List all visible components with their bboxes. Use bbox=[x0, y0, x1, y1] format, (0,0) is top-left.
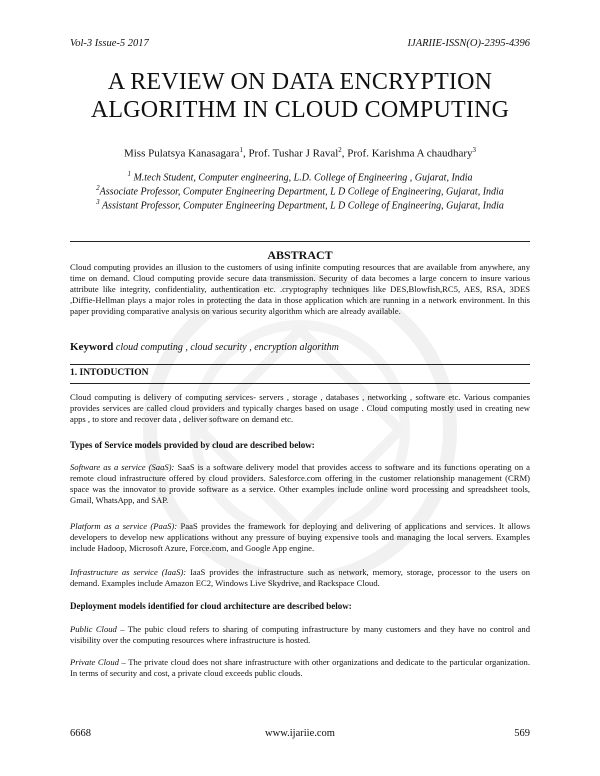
header-volume: Vol-3 Issue-5 2017 bbox=[70, 38, 149, 49]
divider-top bbox=[70, 241, 530, 242]
abstract-text: Cloud computing provides an illusion to the customers of using infinite computing resources that are available from anywhere, any time on demand. Cloud computing provide secure data transmission. Security of data becomes a large concern to insure various attribute like integrity, confidentiality, authentication etc. .cryptography techniques like DES,Blowfish,RC5, AES, RSA, 3DES ,Diffie-Hellman plays a major roles in protecting the data in those application which are running in a network environment. In this paper providing comparative analysis on various security algorithm which are already available. bbox=[70, 262, 530, 316]
iaas-paragraph: Infrastructure as service (IaaS): IaaS provides the infrastructure such as network, memory, storage, processor to the users on demand. Examples include Amazon EC2, Windows Live Skydrive, and Rackspace Cloud. bbox=[70, 567, 530, 588]
paas-paragraph: Platform as a service (PaaS): PaaS provides the framework for deploying and delivering of applications and services. It allows developers to develop new applications without any pressure of buying expensive tools and managing the local servers. Examples include Hadoop, Microsoft Azure, Force.com, and Google App engine. bbox=[70, 521, 530, 553]
divider-section bbox=[70, 383, 530, 384]
affiliation-3: $^3$ Assistant Professor, Computer Engineering Department, L D College of Engineering, Gujarat, India bbox=[96, 198, 504, 212]
footer-number: 6668 bbox=[70, 728, 91, 739]
intro-paragraph: Cloud computing is delivery of computing services- servers , storage , databases , networking , software etc. Various companies provides services are called cloud providers and typically charges based on usage . Cloud computing mostly used in creating new apps , to store and recover data , deliver software on demand etc. bbox=[70, 392, 530, 424]
section-heading-intro: 1. INTODUCTION bbox=[70, 368, 149, 378]
service-models-heading: Types of Service models provided by cloud are described below: bbox=[70, 440, 315, 450]
paper-title: A REVIEW ON DATA ENCRYPTION ALGORITHM IN CLOUD COMPUTING bbox=[90, 69, 510, 123]
divider-mid bbox=[70, 364, 530, 365]
affiliation-1: $^1$ M.tech Student, Computer engineering, L.D. College of Engineering , Gujarat, India bbox=[127, 170, 473, 184]
keywords: Keyword cloud computing , cloud security , encryption algorithm bbox=[70, 341, 339, 353]
abstract-heading: ABSTRACT bbox=[267, 248, 333, 262]
page-number: 569 bbox=[514, 728, 530, 739]
affiliation-2: $^2$Associate Professor, Computer Engineering Department, L D College of Engineering, Gujarat, India bbox=[96, 184, 504, 198]
header-issn: IJARIIE-ISSN(O)-2395-4396 bbox=[407, 38, 530, 49]
author-list: Miss Pulatsya Kanasagara$^1$, Prof. Tushar J Raval$^2$, Prof. Karishma A chaudhary$^3$ bbox=[123, 146, 477, 160]
public-cloud-paragraph: Public Cloud – The pubic cloud refers to sharing of computing infrastructure by many customers and they have no control and visibility over the computing resources where infrastructure is hosted. bbox=[70, 624, 530, 645]
private-cloud-paragraph: Private Cloud – The private cloud does not share infrastructure with other organizations and dedicate to the particular organization. In terms of security and cost, a private cloud exceeds public clouds. bbox=[70, 657, 530, 678]
footer-website: www.ijariie.com bbox=[265, 728, 335, 739]
saas-paragraph: Software as a service (SaaS): SaaS is a software delivery model that provides access to software and its functions operating on a remote cloud infrastructure offered by cloud providers. Salesforce.com offering in the customer relationship management (CRM) space was the innovator to provide software as a service. Other examples include online word processing and spreadsheet tools, Gmail, WhatsApp, and SAP. bbox=[70, 462, 530, 505]
deployment-heading: Deployment models identified for cloud architecture are described below: bbox=[70, 601, 352, 611]
